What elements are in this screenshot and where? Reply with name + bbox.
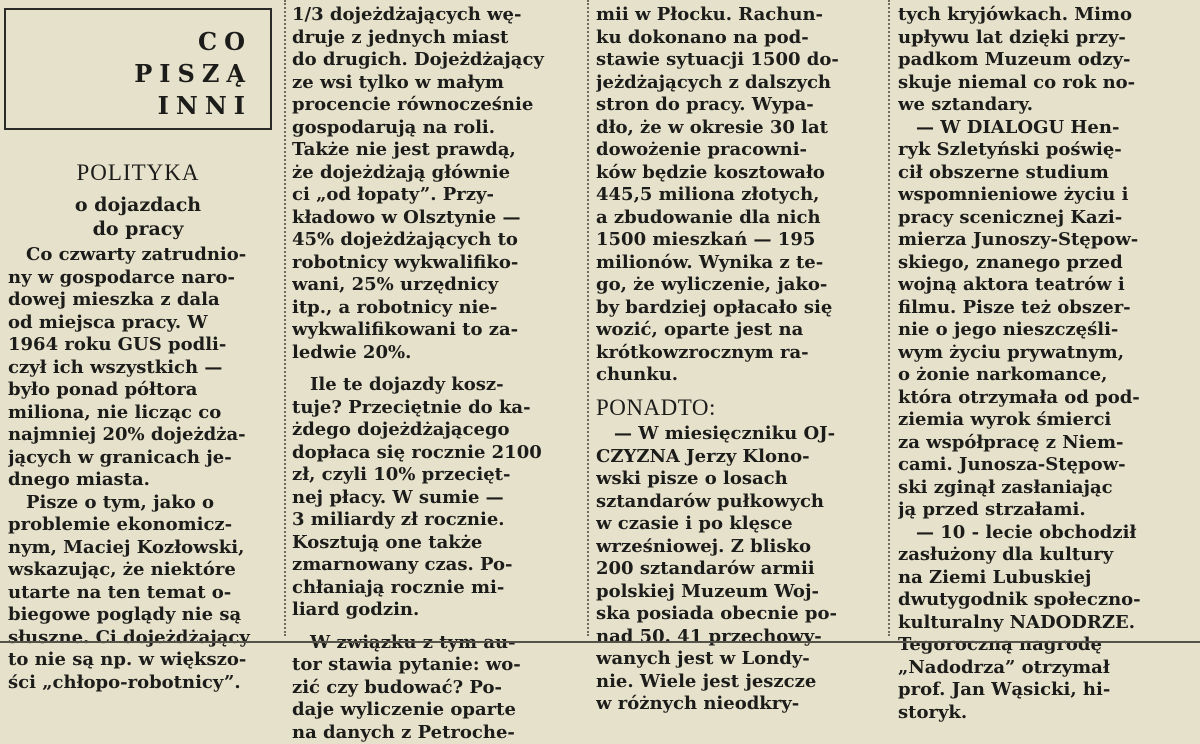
text-line: prof. Jan Wąsicki, hi- [898, 679, 1186, 702]
text-line: ny w gospodarce naro- [8, 267, 274, 290]
text-line: 200 sztandarów armii [596, 558, 879, 581]
text-line: ska posiada obecnie po- [596, 603, 879, 626]
text-line: nie. Wiele jest jeszcze [596, 671, 879, 694]
text-line: w różnych nieodkry- [596, 693, 879, 716]
text-line: dnego miasta. [8, 469, 274, 492]
text-line: na Ziemi Lubuskiej [898, 567, 1186, 590]
column-divider [888, 0, 890, 636]
section-header-box [4, 8, 272, 130]
text-line: — 10 - lecie obchodził [898, 522, 1186, 545]
text-line: storyk. [898, 702, 1186, 725]
text-line: tuje? Przeciętnie do ka- [292, 397, 577, 420]
text-line: — W DIALOGU Hen- [898, 117, 1186, 140]
text-line: wani, 25% urzędnicy [292, 274, 577, 297]
text-line: — W miesięczniku OJ- [596, 423, 879, 446]
section-title-line: CO [134, 26, 252, 58]
text-line: dwutygodnik społeczno- [898, 589, 1186, 612]
text-line: to nie są np. w większo- [8, 649, 274, 672]
paragraph [596, 423, 879, 716]
text-line: utarte na ten temat o- [8, 582, 274, 605]
text-line: która otrzymała od pod- [898, 387, 1186, 410]
text-line: zmarnowany czas. Po- [292, 554, 577, 577]
text-line: milionów. Wynika z te- [596, 252, 879, 275]
paragraph [596, 4, 879, 387]
text-line: nie o jego nieszczęśli- [898, 319, 1186, 342]
text-line: skiego, znanego przed [898, 252, 1186, 275]
text-line: robotnicy wykwalifiko- [292, 252, 577, 275]
text-line: 1500 mieszkań — 195 [596, 229, 879, 252]
column-divider [587, 0, 589, 636]
section-title [134, 26, 252, 122]
text-line: ją przed strzałami. [898, 499, 1186, 522]
text-line: za współpracę z Niem- [898, 432, 1186, 455]
text-line: nej płacy. W sumie — [292, 487, 577, 510]
text-line: 1/3 dojeżdżających wę- [292, 4, 577, 27]
text-line: w czasie i po klęsce [596, 513, 879, 536]
section-title-line: INNI [134, 90, 252, 122]
text-line: ści „chłopo-robotnicy”. [8, 672, 274, 695]
text-line: do drugich. Dojeżdżający [292, 49, 577, 72]
text-line: było ponad półtora [8, 379, 274, 402]
text-line: we sztandary. [898, 94, 1186, 117]
text-line: ledwie 20%. [292, 342, 577, 365]
text-line: miliona, nie licząc co [8, 402, 274, 425]
text-line: gospodarują na roli. [292, 117, 577, 140]
section-title-line: PISZĄ [134, 58, 252, 90]
text-line: na danych z Petroche- [292, 722, 577, 744]
column-4-text [898, 4, 1186, 724]
text-line: liard godzin. [292, 599, 577, 622]
text-line: ryk Szletyński poświę- [898, 139, 1186, 162]
text-line: upływu lat dzięki przy- [898, 27, 1186, 50]
text-line: że dojeżdżają głównie [292, 162, 577, 185]
text-line: Tegoroczną nagrodę [898, 634, 1186, 657]
text-line: mierza Junoszy-Stępow- [898, 229, 1186, 252]
text-line: kulturalny NADODRZE. [898, 612, 1186, 635]
text-line: by bardziej opłacało się [596, 297, 879, 320]
text-line: polskiej Muzeum Woj- [596, 581, 879, 604]
text-line: dopłaca się rocznie 2100 [292, 442, 577, 465]
article-source-title: POLITYKA [4, 160, 272, 186]
text-line: daje wyliczenie oparte [292, 699, 577, 722]
text-line: stawie sytuacji 1500 do- [596, 49, 879, 72]
text-line: najmniej 20% dojeżdża- [8, 424, 274, 447]
text-line: wykwalifikowani to za- [292, 319, 577, 342]
text-line: tych kryjówkach. Mimo [898, 4, 1186, 27]
text-line: mii w Płocku. Rachun- [596, 4, 879, 27]
bottom-rule [0, 641, 1200, 643]
text-line: 3 miliardy zł rocznie. [292, 509, 577, 532]
text-line: chłaniają rocznie mi- [292, 577, 577, 600]
column-divider [284, 0, 286, 636]
text-line: cił obszerne studium [898, 162, 1186, 185]
text-line: dło, że w okresie 30 lat [596, 117, 879, 140]
text-line: ków będzie kosztowało [596, 162, 879, 185]
text-line: wojną aktora teatrów i [898, 274, 1186, 297]
text-line: zić czy budować? Po- [292, 677, 577, 700]
text-line: dowożenie pracowni- [596, 139, 879, 162]
paragraph [898, 4, 1186, 724]
text-line: problemie ekonomicz- [8, 514, 274, 537]
article-subtitle [4, 193, 272, 241]
text-line: ziemia wyrok śmierci [898, 409, 1186, 432]
text-line: Także nie jest prawdą, [292, 139, 577, 162]
text-line: wym życiu prywatnym, [898, 342, 1186, 365]
text-line: Pisze o tym, jako o [8, 492, 274, 515]
article-subtitle-line: o dojazdach [4, 193, 272, 217]
text-line: wskazując, że niektóre [8, 559, 274, 582]
text-line: itp., a robotnicy nie- [292, 297, 577, 320]
text-line: filmu. Pisze też obszer- [898, 297, 1186, 320]
text-line: 1964 roku GUS podli- [8, 334, 274, 357]
text-line: 45% dojeżdżających to [292, 229, 577, 252]
text-line: od miejsca pracy. W [8, 312, 274, 335]
text-line: wspomnieniowe życiu i [898, 184, 1186, 207]
paragraph [292, 374, 577, 622]
text-line: kładowo w Olsztynie — [292, 207, 577, 230]
text-line: jących w granicach je- [8, 447, 274, 470]
text-line: wanych jest w Londy- [596, 648, 879, 671]
section-heading: PONADTO: [596, 397, 879, 420]
text-line: ski zginął zasłaniając [898, 477, 1186, 500]
text-line: 445,5 miliona złotych, [596, 184, 879, 207]
text-line: stron do pracy. Wypa- [596, 94, 879, 117]
text-line: jeżdżających z dalszych [596, 72, 879, 95]
paragraph [292, 4, 577, 364]
text-line: druje z jednych miast [292, 27, 577, 50]
text-line: go, że wyliczenie, jako- [596, 274, 879, 297]
text-line: czył ich wszystkich — [8, 357, 274, 380]
text-line: dowej mieszka z dala [8, 289, 274, 312]
text-line: biegowe poglądy nie są [8, 604, 274, 627]
article-subtitle-line: do pracy [4, 217, 272, 241]
text-line: ku dokonano na pod- [596, 27, 879, 50]
text-line: W związku z tym au- [292, 632, 577, 655]
column-1-text [8, 244, 274, 694]
paragraph [292, 632, 577, 744]
text-line: chunku. [596, 364, 879, 387]
text-line: cami. Junosza-Stępow- [898, 454, 1186, 477]
text-line: ze wsi tylko w małym [292, 72, 577, 95]
text-line: wski pisze o losach [596, 468, 879, 491]
text-line: pracy scenicznej Kazi- [898, 207, 1186, 230]
text-line: padkom Muzeum odzy- [898, 49, 1186, 72]
text-line: zł, czyli 10% przecięt- [292, 464, 577, 487]
text-line: Ile te dojazdy kosz- [292, 374, 577, 397]
text-line: Kosztują one także [292, 532, 577, 555]
paragraph [8, 244, 274, 694]
column-3-text [596, 4, 879, 716]
column-2-text [292, 4, 577, 744]
text-line: skuje niemal co rok no- [898, 72, 1186, 95]
text-line: nad 50. 41 przechowy- [596, 626, 879, 649]
text-line: zasłużony dla kultury [898, 544, 1186, 567]
text-line: żdego dojeżdżającego [292, 419, 577, 442]
text-line: krótkowzrocznym ra- [596, 342, 879, 365]
text-line: Co czwarty zatrudnio- [8, 244, 274, 267]
text-line: o żonie narkomance, [898, 364, 1186, 387]
text-line: tor stawia pytanie: wo- [292, 654, 577, 677]
text-line: wozić, oparte jest na [596, 319, 879, 342]
text-line: wrześniowej. Z blisko [596, 536, 879, 559]
text-line: ci „od łopaty”. Przy- [292, 184, 577, 207]
text-line: nym, Maciej Kozłowski, [8, 537, 274, 560]
text-line: sztandarów pułkowych [596, 491, 879, 514]
text-line: procencie równocześnie [292, 94, 577, 117]
text-line: a zbudowanie dla nich [596, 207, 879, 230]
text-line: CZYZNA Jerzy Klono- [596, 446, 879, 469]
text-line: słuszne. Ci dojeżdżający [8, 627, 274, 650]
text-line: „Nadodrza” otrzymał [898, 657, 1186, 680]
